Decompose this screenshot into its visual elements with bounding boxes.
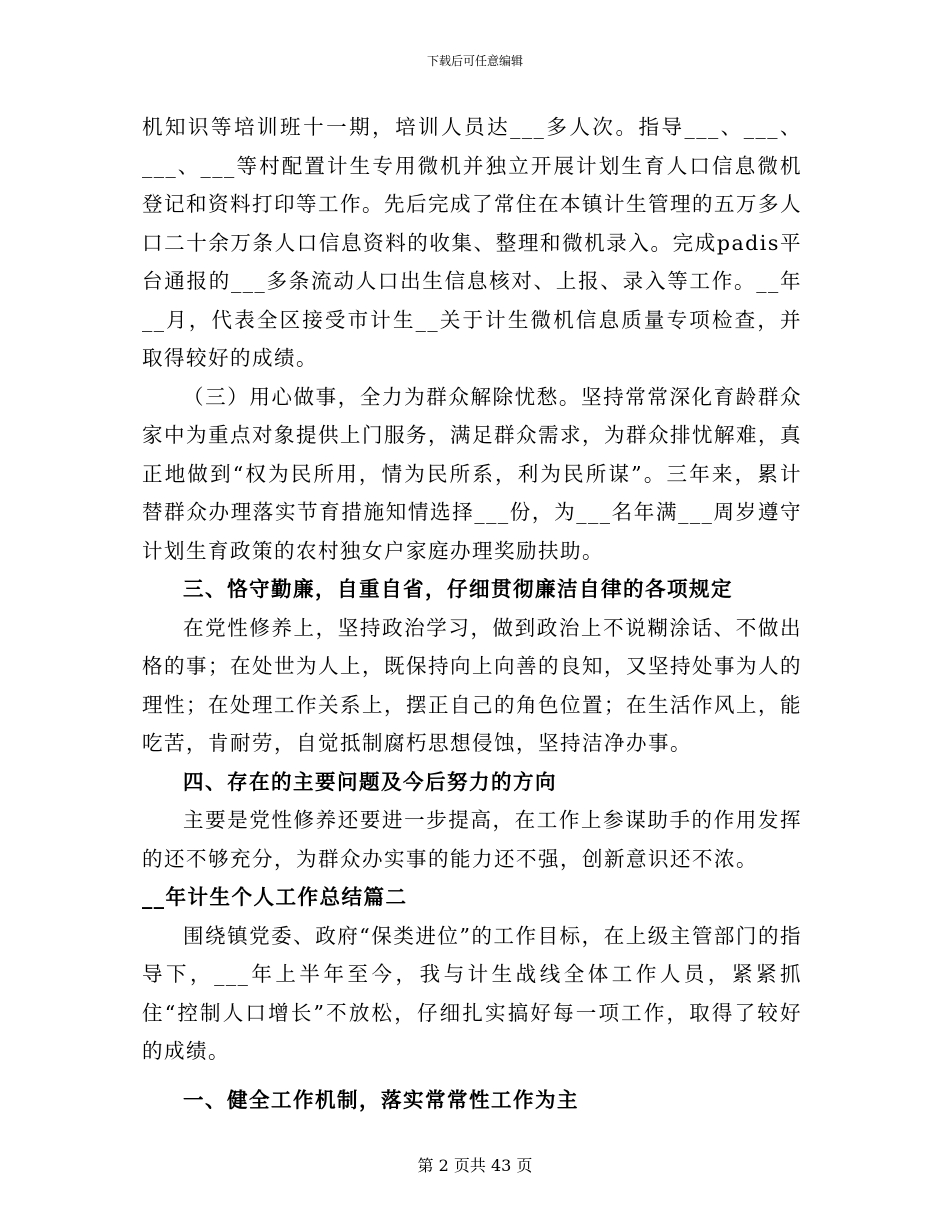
spacer	[142, 1071, 802, 1081]
page-header: 下载后可任意编辑	[426, 54, 523, 68]
page-footer: 第 2 页共 43 页	[417, 1156, 533, 1175]
section-heading-integrity: 三、恪守勤廉，自重自省，仔细贯彻廉洁自律的各项规定	[183, 577, 733, 601]
paragraph-integrity: 在党性修养上，坚持政治学习，做到政治上不说糊涂话、不做出格的事；在处世为人上，既保持向上向善的良知，又坚持处事为人的理性；在处理工作关系上，摆正自己的角色位置；在生活作风上，能吃苦，肯耐劳，自觉抵制腐朽思想侵蚀，坚持洁净办事。	[142, 615, 802, 755]
section-heading-mechanism: 一、健全工作机制，落实常常性工作为主	[183, 1087, 579, 1112]
document-body	[142, 108, 802, 1119]
paragraph-intro-part-two: 围绕镇党委、政府“保类进位”的工作目标，在上级主管部门的指导下，___年上半年至今，我与计生战线全体工作人员，紧紧抓住“控制人口增长”不放松，仔细扎实搞好每一项工作，取得了较好的成绩。	[142, 923, 802, 1063]
paragraph-training: 机知识等培训班十一期，培训人员达___多人次。指导___、___、___、___等村配置计生专用微机并独立开展计划生育人口信息微机登记和资料打印等工作。先后完成了常住在本镇计生管理的五万多人口二十余万条人口信息资料的收集、整理和微机录入。完成padis平台通报的___多条流动人口出生信息核对、上报、录入等工作。__年__月，代表全区接受市计生__关于计生微机信息质量专项检查，并取得较好的成绩。	[142, 115, 802, 370]
paragraph-service: （三）用心做事，全力为群众解除忧愁。坚持常常深化育龄群众家中为重点对象提供上门服务，满足群众需求，为群众排忧解难，真正地做到“权为民所用，情为民所系，利为民所谋”。三年来，累计替群众办理落实节育措施知情选择___份，为___名年满___周岁遵守计划生育政策的农村独女户家庭办理奖励扶助。	[142, 384, 802, 563]
section-heading-problems: 四、存在的主要问题及今后努力的方向	[183, 769, 557, 794]
paragraph-problems: 主要是党性修养还要进一步提高，在工作上参谋助手的作用发挥的还不够充分，为群众办实事的能力还不强，创新意识还不浓。	[142, 808, 802, 871]
article-title-part-two: __年计生个人工作总结篇二	[142, 885, 408, 909]
